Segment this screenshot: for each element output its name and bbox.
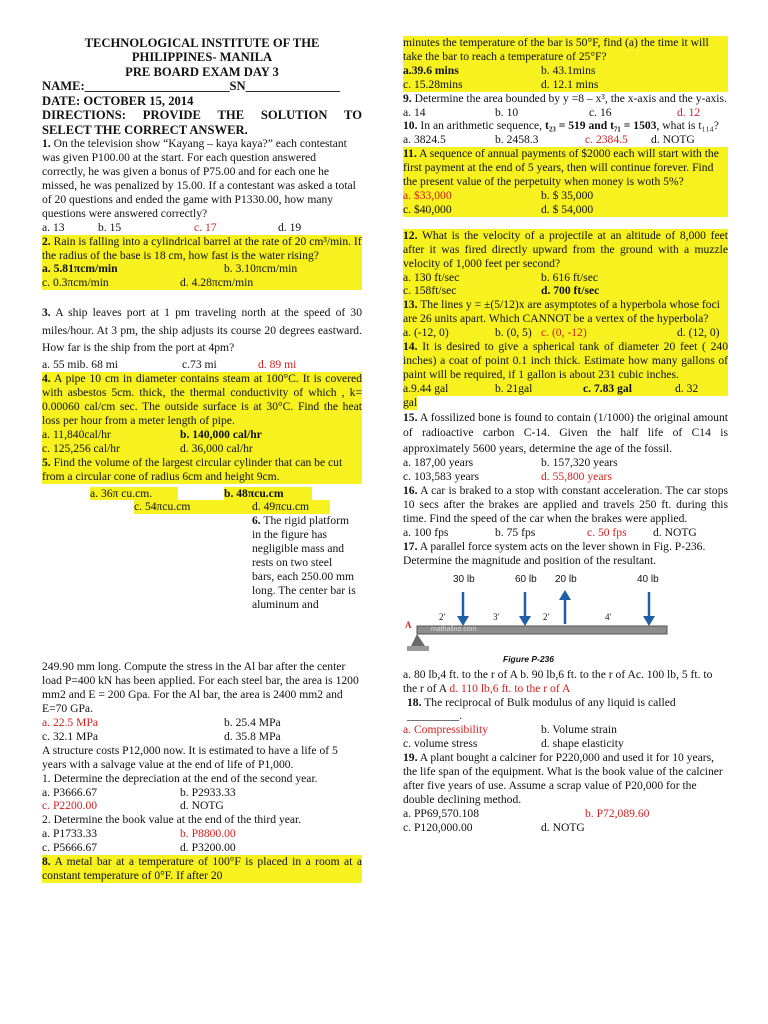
watermark: mathalino.com xyxy=(431,625,477,633)
question-18 xyxy=(403,696,728,724)
choice-b: b. 48πcu.cm xyxy=(224,487,312,501)
question-16 xyxy=(403,484,728,526)
force-label-2: 60 lb xyxy=(515,573,537,585)
question-text: A car is braked to a stop with constant acceleration. The car stops 10 secs after the brakes are applied and travels 250 ft. during this time. Find the speed of the car when the brakes were applied. xyxy=(403,484,728,526)
question-13 xyxy=(403,298,728,326)
question-16-choices xyxy=(403,526,728,540)
choice-b: b. 157,320 years xyxy=(541,456,618,470)
choice-b: b. 25.4 MPa xyxy=(224,716,281,730)
left-column xyxy=(42,36,362,883)
choice-d: d. 55,800 years xyxy=(541,470,612,484)
question-8-part-right: minutes the temperature of the bar is 50°F, find (a) the time it will take the bar to reach a temperature of 25°F? xyxy=(403,36,728,64)
question-text: A pipe 10 cm in diameter contains steam at 100°C. It is covered with asbestos 5cm. thick, the thermal conductivity of which , k= 0.00060 cal/cm sec. The outside surface is at 30°C. Find the heat loss per hour from a meter length of pipe. xyxy=(42,372,362,428)
right-column xyxy=(403,36,728,835)
question-7-part-2-row-2 xyxy=(42,841,362,855)
choice-d: d. NOTG xyxy=(653,526,697,540)
lever-figure xyxy=(403,574,673,668)
question-8-choices-row-2 xyxy=(403,78,728,92)
question-text: On the television show “Kayang – kaya kaya?” each contestant was given P100.00 at the start. For each question answered correctly, he was given a bonus of P75.00 and for each one he missed, he was penalized by 15.00. If a contestant was asked a total of 20 questions and ended the game with P1330.00, how many questions were answered correctly? xyxy=(42,137,356,220)
question-number: 13. xyxy=(403,298,418,312)
question-6-block xyxy=(42,514,362,660)
choice-d: d. 4.28πcm/min xyxy=(180,276,254,290)
question-18-choices-row-2 xyxy=(403,737,728,751)
question-12 xyxy=(403,229,728,271)
choice-c: c. 15.28mins xyxy=(403,77,463,91)
question-6-choices-row-2 xyxy=(42,730,362,744)
choice-c: c. 125,256 cal/hr xyxy=(42,441,120,455)
choice-a: a. 100 fps xyxy=(403,526,449,540)
choice-c: c. 54πcu.cm xyxy=(134,500,252,514)
figure-caption: Figure P-236 xyxy=(503,653,555,664)
question-19-choices-row-2 xyxy=(403,821,728,835)
question-text: In an arithmetic sequence, xyxy=(417,119,545,133)
question-number: 4. xyxy=(42,372,51,386)
question-2-choices-row-1 xyxy=(42,262,362,276)
question-3-choices xyxy=(42,358,362,372)
force-arrow-head-4 xyxy=(643,616,655,626)
choice-d: d. NOTG xyxy=(651,133,695,147)
force-label-1: 30 lb xyxy=(453,573,475,585)
question-text: A parallel force system acts on the lever shown in Fig. P-236. Determine the magnitude and position of the resultant. xyxy=(403,539,706,567)
choice-c: c. (0, -12) xyxy=(541,326,587,340)
question-text: The rigid platform in the figure has negligible mass and rests on two steel bars, each 250.00 mm long. The center bar is aluminum and xyxy=(252,514,356,611)
question-number: 16. xyxy=(403,484,418,498)
question-number: 6. xyxy=(252,514,261,528)
question-11 xyxy=(403,147,728,189)
choice-a: a. Compressibility xyxy=(403,723,489,737)
spacing-label-1: 2' xyxy=(439,611,446,622)
question-text: Find the volume of the largest circular cylinder that can be cut from a circular cone of radius 6cm and height 9cm. xyxy=(42,455,343,483)
choice-c: c. 16 xyxy=(589,105,612,119)
choice-d: d. (12, 0) xyxy=(677,326,720,340)
question-number: 14. xyxy=(403,340,418,354)
choice-a: a. 22.5 MPa xyxy=(42,716,99,730)
choice-a: a. $33,000 xyxy=(403,188,452,202)
question-text: It is desired to give a spherical tank of diameter 20 feet ( 240 inches) a coat of point 0.1 inch thick. Estimate how many gallons of paint will be required, if 1 gallon is about 231 cubic inches. xyxy=(403,340,728,381)
choice-a: a. P3666.67 xyxy=(42,785,98,799)
question-number: 17. xyxy=(403,539,418,553)
directions-line-2: SELECT THE CORRECT ANSWER. xyxy=(42,122,248,137)
choice-a: a.39.6 mins xyxy=(403,63,459,77)
choice-a: a. 14 xyxy=(403,105,426,119)
choice-b: b. 75 fps xyxy=(495,526,536,540)
question-6-side-text xyxy=(252,514,356,611)
choice-c: c. 0.3πcm/min xyxy=(42,276,109,290)
question-number: 15. xyxy=(403,410,418,424)
question-text: Determine the area bounded by y =8 – x³, the x-axis and the y-axis. xyxy=(411,91,727,105)
rigid-platform-figure xyxy=(42,514,252,660)
choice-d: d. $ 54,000 xyxy=(541,202,594,216)
question-19 xyxy=(403,751,728,807)
choice-d: d. NOTG xyxy=(541,820,585,834)
question-number: 1. xyxy=(42,137,51,151)
choices-abc: a. 80 lb,4 ft. to the r of A b. 90 lb,6 ft. to the r of Ac. 100 lb, 5 ft. to the r of A xyxy=(403,667,713,695)
question-11-choices-row-2 xyxy=(403,203,728,217)
institute-line-2: PHILIPPINES- MANILA xyxy=(131,50,273,65)
choice-d: d. 35.8 MPa xyxy=(224,729,281,743)
choice-c: c. 103,583 years xyxy=(403,470,479,484)
choice-c: c.73 mi xyxy=(182,358,217,372)
force-arrow-head-2 xyxy=(519,616,531,626)
choice-a: a. 36π cu.cm. xyxy=(90,487,178,501)
question-number: 11. xyxy=(403,147,417,161)
directions-line-1: DIRECTIONS: PROVIDE THE SOLUTION TO xyxy=(42,108,362,123)
choice-b: b. P72,089.60 xyxy=(585,806,650,820)
choice-b: b. Volume strain xyxy=(541,723,617,737)
question-5 xyxy=(42,456,362,484)
choice-b: b. 15 xyxy=(98,220,122,234)
question-number: 9. xyxy=(403,91,412,105)
choice-a: a. PP69,570.108 xyxy=(403,806,480,820)
choice-b: b. (0, 5) xyxy=(495,326,532,340)
question-text: The lines y = ±(5/12)x are asymptotes of a hyperbola whose foci are 26 units apart. Which CANNOT be a vertex of the hyperbola? xyxy=(403,298,720,326)
question-7-part-2: 2. Determine the book value at the end of the third year. xyxy=(42,813,302,827)
question-1 xyxy=(42,137,362,220)
question-text: Rain is falling into a cylindrical barrel at the rate of 20 cm³/min. If the radius of the base is 18 cm, how fast is the water rising? xyxy=(42,234,362,262)
choice-d: d. 110 lb,6 ft. to the r of A xyxy=(449,681,571,695)
choice-d: d. P3200.00 xyxy=(180,841,236,855)
force-label-3: 20 lb xyxy=(555,573,577,585)
choice-b: b. P8800.00 xyxy=(180,827,236,841)
question-text: The reciprocal of Bulk modulus of any liquid is called _________. xyxy=(407,695,676,723)
question-number: 10. xyxy=(403,119,418,133)
question-text: A sequence of annual payments of $2000 each will start with the first payment at the end of 5 years, then will continue forever. Find the present value of the perpetuity when money is woth 5%? xyxy=(403,147,719,189)
choice-b: b. 21gal xyxy=(495,381,533,395)
question-text: A fossilized bone is found to contain (1/1000) the original amount of radioactive carbon C-14. Given the half life of C14 is approximately 5600 years, determine the age of the fossil. xyxy=(403,410,728,455)
question-13-choices xyxy=(403,326,728,340)
choice-a: a. 5.81πcm/min xyxy=(42,262,118,276)
question-11-choices-row-1 xyxy=(403,189,728,203)
choice-b: b. 616 ft/sec xyxy=(541,270,598,284)
question-7-intro: A structure costs P12,000 now. It is estimated to have a life of 5 years with a salvage value at the end of life of P1,000. xyxy=(42,743,338,771)
question-17-choices xyxy=(403,668,728,696)
choice-c: c. P120,000.00 xyxy=(403,820,473,834)
question-17 xyxy=(403,540,728,568)
question-number: 5. xyxy=(42,455,51,469)
question-4-choices-row-1 xyxy=(42,428,362,442)
question-3 xyxy=(42,304,362,356)
choice-d: d. 700 ft/sec xyxy=(541,284,600,298)
choice-d: d. 36,000 cal/hr xyxy=(180,441,253,455)
choice-c: c. 50 fps xyxy=(587,526,627,540)
choice-c: c. $40,000 xyxy=(403,202,452,216)
choice-d: d. 19 xyxy=(278,220,302,234)
force-arrow-head-1 xyxy=(457,616,469,626)
question-6-choices-row-1 xyxy=(42,716,362,730)
point-a-label: A xyxy=(405,619,412,630)
choice-a: a. 3824.5 xyxy=(403,133,446,147)
question-2-choices-row-2 xyxy=(42,276,362,290)
question-15 xyxy=(403,410,728,457)
question-8-part-left xyxy=(42,855,362,883)
question-8-choices-row-1 xyxy=(403,64,728,78)
question-10 xyxy=(403,119,728,133)
choice-d: d. NOTG xyxy=(180,799,224,813)
question-text: What is the velocity of a projectile at an altitude of 8,000 feet after it was fired directly upward from the ground with a muzzle velocity of 1,000 feet per second? xyxy=(403,228,728,270)
choice-c: c. P5666.67 xyxy=(42,841,98,855)
choice-d: d. 12.1 mins xyxy=(541,77,599,91)
choice-a: a. P1733.33 xyxy=(42,827,98,841)
choice-c: c. 7.83 gal xyxy=(583,381,632,395)
question-2 xyxy=(42,235,362,263)
question-text-bold: t₂₃ = 519 and t₇₁ = 1503 xyxy=(544,119,657,133)
question-7-part-2-row-1 xyxy=(42,827,362,841)
question-number: 2. xyxy=(42,234,51,248)
question-text: A ship leaves port at 1 pm traveling north at the speed of 30 miles/hour. At 3 pm, the ship adjusts its course 20 degrees eastward. How far is the ship from the port at 4pm? xyxy=(42,306,362,355)
question-number: 12. xyxy=(403,228,418,242)
question-7-part-1: 1. Determine the depreciation at the end of the second year. xyxy=(42,771,318,785)
choice-a: a. 13 xyxy=(42,220,65,234)
question-text: A plant bought a calciner for P220,000 and used it for 10 years, the life span of the equipment. What is the book value of the calciner after five years of use. Assume a scrap value of P20,000 for the double declining method. xyxy=(403,751,723,806)
spacing-label-4: 4' xyxy=(605,611,612,622)
choice-d: d. 12 xyxy=(677,105,701,119)
spacing-label-2: 3' xyxy=(493,611,500,622)
question-5-choices-row-1 xyxy=(42,487,362,501)
support-base xyxy=(407,646,429,651)
choice-d: d. shape elasticity xyxy=(541,737,624,751)
choice-d: d. 49πcu.cm xyxy=(252,500,330,514)
choice-a: a. (-12, 0) xyxy=(403,326,449,340)
question-18-choices-row-1 xyxy=(403,723,728,737)
question-1-choices xyxy=(42,221,362,235)
question-12-choices-row-1 xyxy=(403,271,728,285)
question-12-choices-row-2 xyxy=(403,284,728,298)
choice-b: b. 2458.3 xyxy=(495,133,539,147)
question-text: A metal bar at a temperature of 100°F is placed in a room at a constant temperature of 0°F. If after 20 xyxy=(42,855,362,882)
question-14-choices xyxy=(403,382,728,396)
question-15-choices-row-2 xyxy=(403,470,728,484)
choice-b: b. 43.1mins xyxy=(541,63,596,77)
question-6-rest: 249.90 mm long. Compute the stress in the Al bar after the center load P=400 kN has been applied. For each steel bar, the area is 1200 mm2 and E = 200 Gpa. For the Al bar, the area is 2400 mm2 and E=70 GPa. xyxy=(42,660,359,716)
question-14 xyxy=(403,340,728,382)
choice-a: a. 11,840cal/hr xyxy=(42,427,111,441)
choice-c: c. 32.1 MPa xyxy=(42,729,99,743)
choice-a: a. 187,00 years xyxy=(403,456,474,470)
choice-b: b. $ 35,000 xyxy=(541,188,594,202)
choice-b: b. 10 xyxy=(495,105,519,119)
pin-support xyxy=(411,634,425,646)
spacing-label-3: 2' xyxy=(543,611,550,622)
choice-c: c. 2384.5 xyxy=(585,133,628,147)
choice-c: c. volume stress xyxy=(403,737,478,751)
question-7-part-1-row-1 xyxy=(42,786,362,800)
question-number: 3. xyxy=(42,306,51,320)
question-9 xyxy=(403,92,728,106)
name-line: NAME:_______________________SN_______________ xyxy=(42,79,341,94)
question-14-tail: gal xyxy=(403,395,418,409)
choice-a: a. 55 mib. 68 mi xyxy=(42,358,118,372)
choice-d: d. 89 mi xyxy=(258,358,297,372)
question-text-tail: , what is t₁₁₄? xyxy=(656,119,719,133)
question-5-choices-row-2 xyxy=(42,500,362,514)
question-10-choices xyxy=(403,133,728,147)
question-9-choices xyxy=(403,106,728,120)
question-number: 18. xyxy=(407,695,422,709)
force-label-4: 40 lb xyxy=(637,573,659,585)
choice-c: c. 17 xyxy=(194,220,217,234)
question-15-choices-row-1 xyxy=(403,456,728,470)
force-arrow-head-3 xyxy=(559,590,571,600)
question-19-choices-row-1 xyxy=(403,807,728,821)
exam-title: PRE BOARD EXAM DAY 3 xyxy=(125,64,279,79)
question-number: 19. xyxy=(403,751,418,765)
choice-c: c. P2200.00 xyxy=(42,799,98,813)
question-7-part-1-row-2 xyxy=(42,799,362,813)
choice-a: a.9.44 gal xyxy=(403,381,449,395)
choice-b: b. 140,000 cal/hr xyxy=(180,427,262,441)
question-4 xyxy=(42,372,362,428)
choice-a: a. 130 ft/sec xyxy=(403,270,460,284)
question-4-choices-row-2 xyxy=(42,442,362,456)
choice-d: d. 32 xyxy=(675,381,699,395)
choice-b: b. P2933.33 xyxy=(180,785,236,799)
exam-date: DATE: OCTOBER 15, 2014 xyxy=(42,93,194,108)
choice-b: b. 3.10πcm/min xyxy=(224,262,298,276)
institute-line-1: TECHNOLOGICAL INSTITUTE OF THE xyxy=(84,36,320,50)
choice-c: c. 158ft/sec xyxy=(403,284,457,298)
question-number: 8. xyxy=(42,855,51,869)
